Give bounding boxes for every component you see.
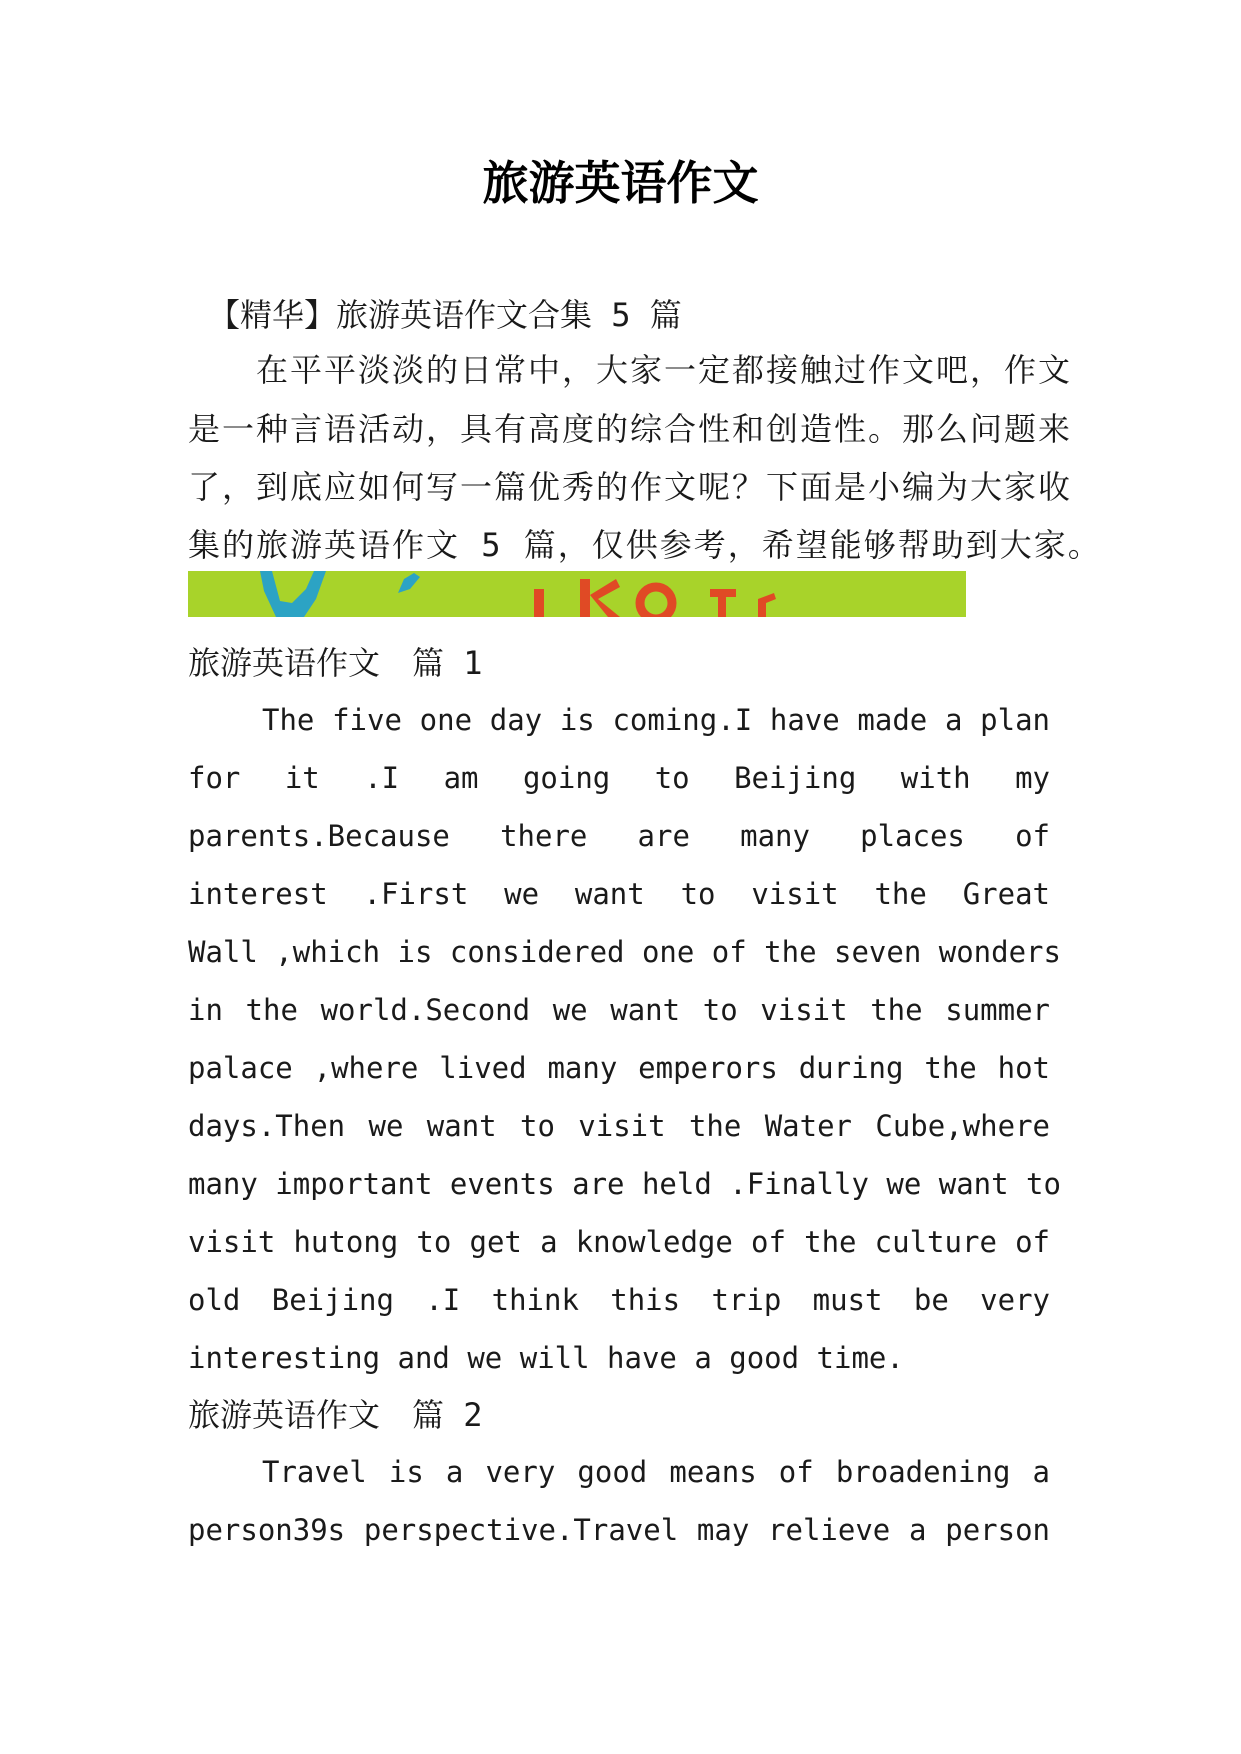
decorative-banner-image: [188, 571, 966, 617]
paragraph-line: interest .First we want to visit the Great: [188, 877, 1050, 911]
paragraph-line: days.Then we want to visit the Water Cube,where: [188, 1109, 1050, 1143]
intro-line: 在平平淡淡的日常中，大家一定都接触过作文吧，作文: [188, 351, 1073, 389]
paragraph-line: in the world.Second we want to visit the summer: [188, 993, 1050, 1027]
section-heading: 旅游英语作文 篇 2: [188, 1396, 483, 1434]
document-subtitle: 【精华】旅游英语作文合集 5 篇: [208, 296, 682, 334]
paragraph-line: person39s perspective.Travel may relieve a person: [188, 1513, 1050, 1547]
section-heading: 旅游英语作文 篇 1: [188, 644, 483, 682]
document-title: 旅游英语作文: [482, 156, 759, 210]
paragraph-line: The five one day is coming.I have made a plan: [262, 703, 1050, 737]
paragraph-line: many important events are held .Finally we want to: [188, 1167, 1061, 1201]
letter-stroke: [534, 589, 544, 617]
paragraph-line: Travel is a very good means of broadening a: [262, 1455, 1050, 1489]
paragraph-line: old Beijing .I think this trip must be very: [188, 1283, 1050, 1317]
paragraph-line: parents.Because there are many places of: [188, 819, 1050, 853]
paragraph-line: Wall ,which is considered one of the seven wonders: [188, 935, 1061, 969]
paragraph-line: for it .I am going to Beijing with my: [188, 761, 1050, 795]
intro-line: 了，到底应如何写一篇优秀的作文呢？下面是小编为大家收: [188, 468, 1073, 506]
intro-line: 是一种言语活动，具有高度的综合性和创造性。那么问题来: [188, 410, 1073, 448]
paragraph-line: visit hutong to get a knowledge of the culture of: [188, 1225, 1050, 1259]
paragraph-line: interesting and we will have a good time.: [188, 1341, 904, 1375]
paragraph-line: palace ,where lived many emperors during the hot: [188, 1051, 1050, 1085]
intro-line: 集的旅游英语作文 5 篇，仅供参考，希望能够帮助到大家。: [188, 526, 1102, 564]
